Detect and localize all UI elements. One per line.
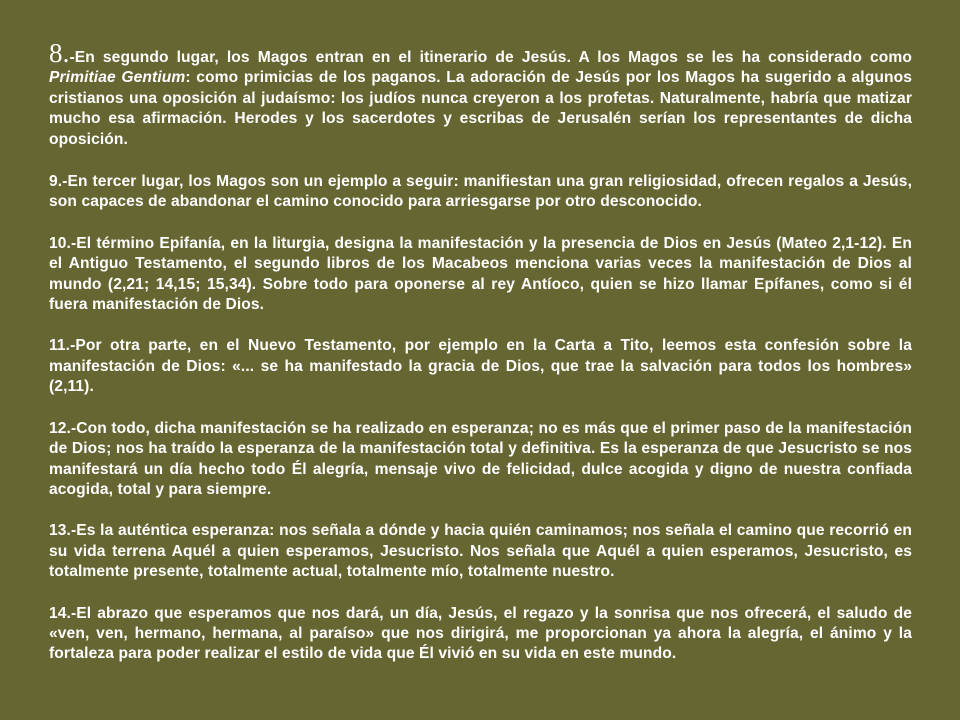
paragraph-13: 13.-Es la auténtica esperanza: nos señala a dónde y hacia quién caminamos; nos señala el camino que recorrió en su vida terrena Aquél a quien esperamos, Jesucristo. Nos señala que Aquél a quien esperamos, Jesucristo, es totalmente presente, totalmente actual, totalmente mío, totalmente nuestro.: [49, 522, 912, 581]
paragraph-14: 14.-El abrazo que esperamos que nos dará, un día, Jesús, el regazo y la sonrisa que nos ofrecerá, el saludo de «ven, ven, hermano, hermana, al paraíso» que nos dirigirá, me proporcionan ya ahora la alegría, el ánimo y la fortaleza para poder realizar el estilo de vida que Él vivió en su vida en este mundo.: [49, 604, 912, 663]
paragraph-11: 11.-Por otra parte, en el Nuevo Testamento, por ejemplo en la Carta a Tito, leemos esta confesión sobre la manifestación de Dios: «... se ha manifestado la gracia de Dios, que trae la salvación para todos los hombres» (2,11).: [49, 337, 912, 396]
paragraph-9: 9.-En tercer lugar, los Magos son un ejemplo a seguir: manifiestan una gran religiosidad, ofrecen regalos a Jesús, son capaces de abandonar el camino conocido para arriesgarse por otro desconocido.: [49, 173, 912, 211]
paragraph-12: 12.-Con todo, dicha manifestación se ha realizado en esperanza; no es más que el primer paso de la manifestación de Dios; nos ha traído la esperanza de la manifestación total y definitiva. Es la esperanza de que Jesucristo se nos manifestará un día hecho todo Él alegría, mensaje vivo de felicidad, dulce acogida y digno de nuestra confiada acogida, total y para siempre.: [49, 419, 912, 498]
paragraph-8: [49, 38, 912, 150]
paragraph-8-number: 8.: [49, 38, 70, 68]
paragraph-8-text-start: -En segundo lugar, los Magos entran en el itinerario de Jesús. A los Magos se les ha considerado como: [69, 49, 912, 66]
paragraph-10: 10.-El término Epifanía, en la liturgia, designa la manifestación y la presencia de Dios en Jesús (Mateo 2,1-12). En el Antiguo Testamento, el segundo libros de los Macabeos menciona varias veces la manifestación de Dios al mundo (2,21; 14,15; 15,34). Sobre todo para oponerse al rey Antíoco, quien se hizo llamar Epífanes, como si él fuera manifestación de Dios.: [49, 234, 912, 314]
paragraph-8-text-end: : como primicias de los paganos. La adoración de Jesús por los Magos ha sugerido a algunos cristianos una oposición al judaísmo: los judíos nunca creyeron a los profetas. Naturalmente, habría que matizar mucho esa afirmación. Herodes y los sacerdotes y escribas de Jerusalén serían los representantes de dicha oposición.: [49, 69, 912, 148]
paragraph-8-italic-term: Primitiae Gentium: [49, 69, 186, 87]
